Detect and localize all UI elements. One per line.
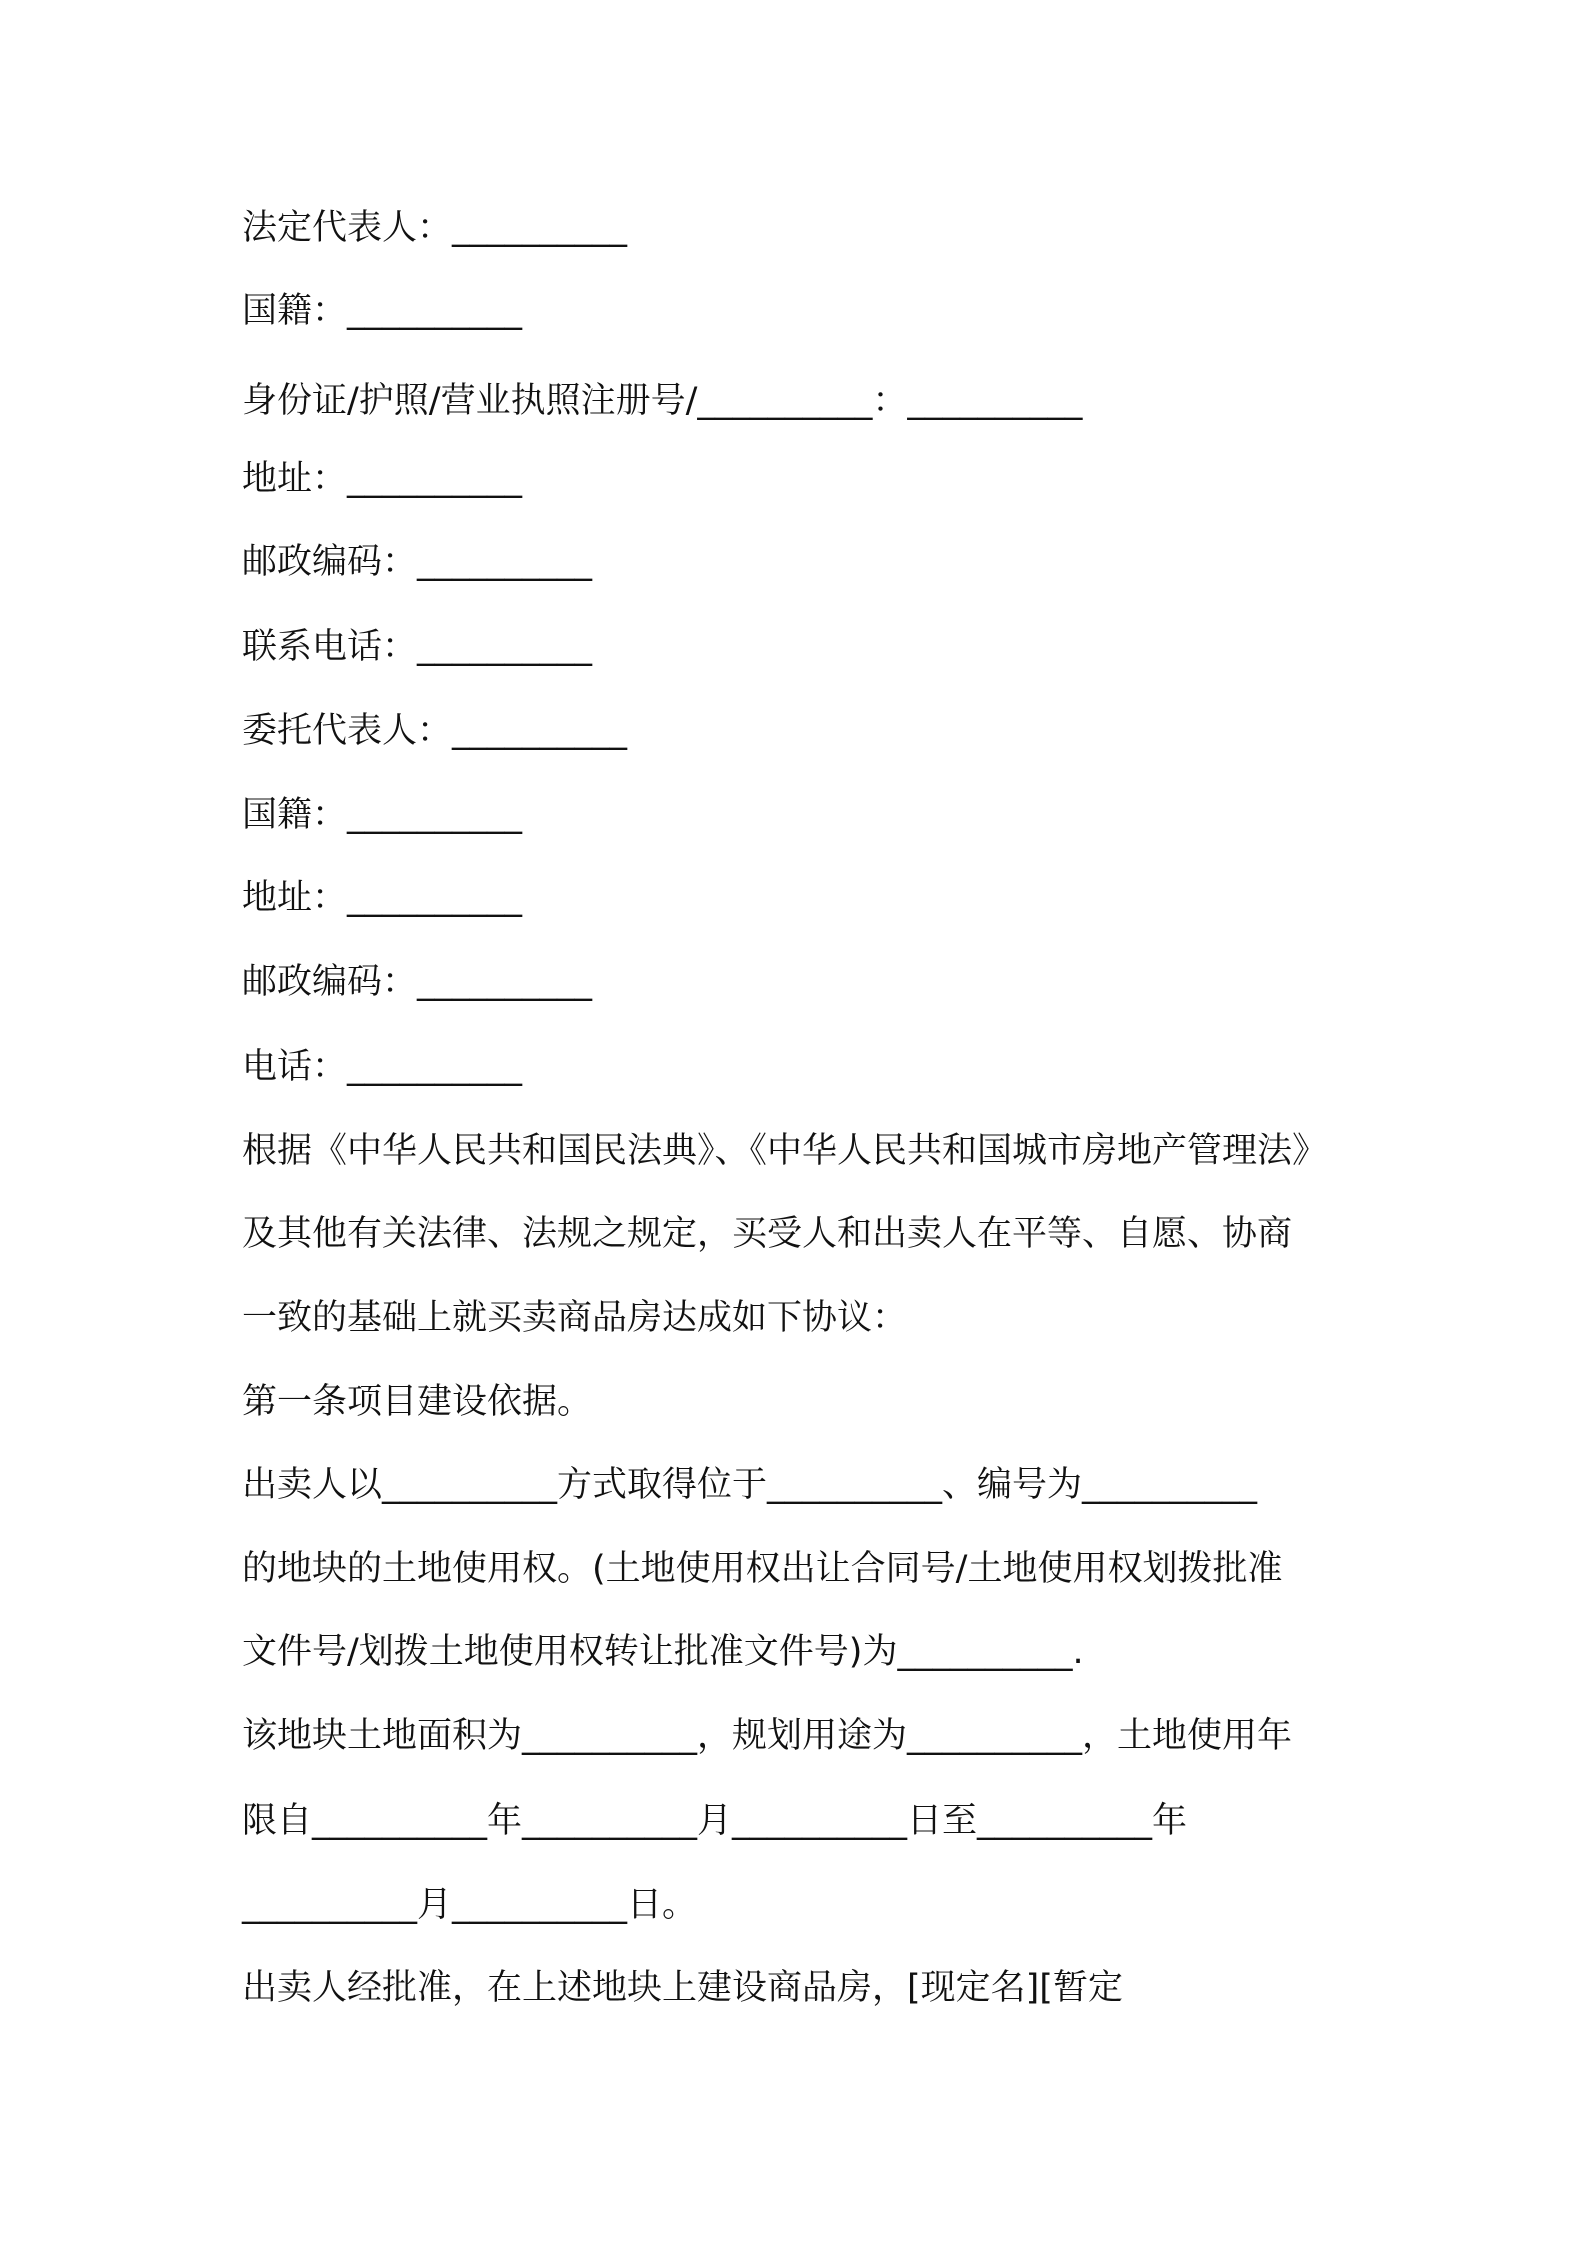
article-1-line-1: 出卖人以__________方式取得位于__________、编号为__________: [242, 1465, 1258, 1505]
preamble-line-2: 及其他有关法律、法规之规定，买受人和出卖人在平等、自愿、协商: [242, 1214, 1293, 1254]
article-1-line-3: 文件号/划拨土地使用权转让批准文件号)为__________.: [242, 1632, 1084, 1672]
article-1-line-5: 限自__________年__________月__________日至__________年: [242, 1801, 1188, 1841]
preamble-line-3: 一致的基础上就买卖商品房达成如下协议：: [242, 1298, 908, 1338]
postal-code-field: 邮政编码：__________: [242, 542, 593, 582]
authorized-representative-field: 委托代表人：__________: [242, 711, 628, 751]
article-1-line-2: 的地块的土地使用权。(土地使用权出让合同号/土地使用权划拨批准: [242, 1549, 1283, 1589]
article-1-line-6: __________月__________日。: [242, 1885, 698, 1925]
legal-representative-field: 法定代表人：__________: [242, 208, 628, 248]
agent-nationality-field: 国籍：__________: [242, 795, 523, 835]
agent-phone-field: 电话：__________: [242, 1047, 523, 1087]
address-field: 地址：__________: [242, 459, 523, 499]
preamble-line-1: 根据《中华人民共和国民法典》、《中华人民共和国城市房地产管理法》: [242, 1131, 1328, 1171]
agent-address-field: 地址：__________: [242, 878, 523, 918]
article-1-heading: 第一条项目建设依据。: [242, 1382, 593, 1422]
article-1-line-4: 该地块土地面积为__________，规划用途为__________，土地使用年: [242, 1716, 1293, 1756]
id-number-field: 身份证/护照/营业执照注册号/__________：__________: [242, 381, 1083, 421]
agent-postal-code-field: 邮政编码：__________: [242, 962, 593, 1002]
nationality-field: 国籍：__________: [242, 291, 523, 331]
article-1-line-7: 出卖人经批准，在上述地块上建设商品房，[现定名][暂定: [242, 1968, 1123, 2008]
phone-field: 联系电话：__________: [242, 627, 593, 667]
